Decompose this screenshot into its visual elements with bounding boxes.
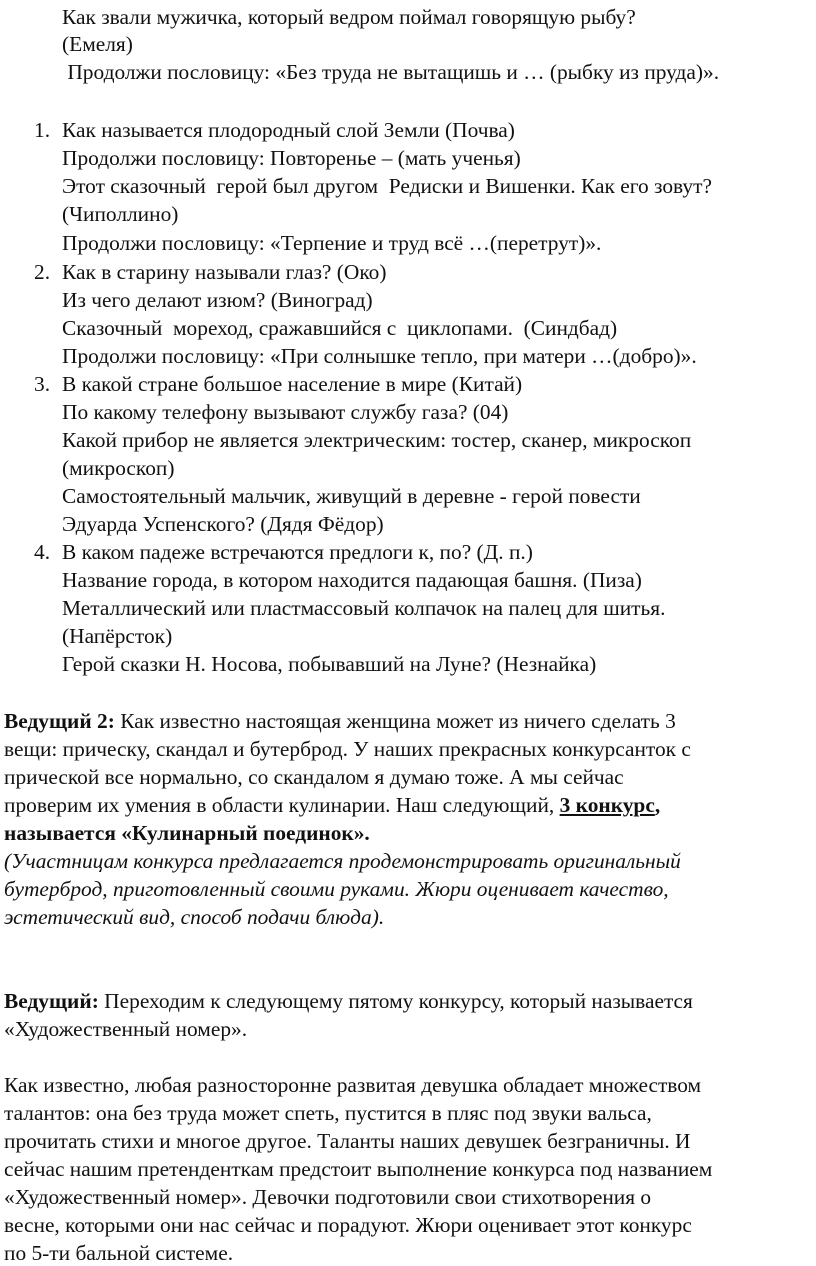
list-item-line: Эдуарда Успенского? (Дядя Фёдор): [62, 512, 384, 536]
contest-comma: ,: [654, 793, 661, 817]
contest-title: называется «Кулинарный поединок».: [4, 821, 370, 845]
host2-line: [4, 792, 660, 818]
paragraph-line: по 5-ти бальной системе.: [4, 1241, 234, 1265]
speaker-label: Ведущий:: [4, 989, 99, 1013]
list-number: 1.: [34, 118, 51, 142]
list-item-line: Из чего делают изюм? (Виноград): [62, 288, 373, 312]
paragraph-line: Как известно, любая разносторонне развитая девушка обладает множеством: [4, 1073, 702, 1097]
host-text: Переходим к следующему пятому конкурсу, который называется: [98, 989, 693, 1013]
list-item-line: Продолжи пословицу: Повторенье – (мать ученья): [62, 146, 521, 170]
paragraph-line: «Художественный номер». Девочки подготовили свои стихотворения о: [4, 1185, 652, 1209]
paragraph-line: талантов: она без труда может спеть, пустится в пляс под звуки вальса,: [4, 1101, 652, 1125]
host2-line: прической все нормально, со скандалом я думаю тоже. А мы сейчас: [4, 765, 624, 789]
host2-text: проверим их умения в области кулинарии. Наш следующий,: [4, 793, 560, 817]
answer-line: (Емеля): [62, 32, 133, 56]
host2-line: вещи: прическу, скандал и бутерброд. У наших прекрасных конкурсанток с: [4, 737, 691, 761]
proverb-line: Продолжи пословицу: «Без труда не вытащишь и … (рыбку из пруда)».: [62, 60, 720, 84]
list-item-line: Самостоятельный мальчик, живущий в деревне - герой повести: [62, 484, 641, 508]
host-line: «Художественный номер».: [4, 1017, 248, 1041]
list-item-line: Название города, в котором находится падающая башня. (Пиза): [62, 568, 642, 592]
list-number: 4.: [34, 540, 51, 564]
list-item-line: Продолжи пословицу: «При солнышке тепло, при матери …(добро)».: [62, 344, 697, 368]
host2-line: [4, 708, 676, 734]
list-item-line: (Напёрсток): [62, 624, 173, 648]
list-item-line: В какой стране большое население в мире (Китай): [62, 372, 523, 396]
list-item-line: Металлический или пластмассовый колпачок на палец для шитья.: [62, 596, 666, 620]
list-item-line: Как называется плодородный слой Земли (Почва): [62, 118, 515, 142]
list-item-line: (микроскоп): [62, 456, 175, 480]
contest-description: бутерброд, приготовленный своими руками. Жюри оценивает качество,: [4, 877, 669, 901]
list-item-line: В каком падеже встречаются предлоги к, по? (Д. п.): [62, 540, 533, 564]
contest-description: эстетический вид, способ подачи блюда).: [4, 905, 385, 929]
paragraph-line: весне, которыми они нас сейчас и порадуют. Жюри оценивает этот конкурс: [4, 1213, 692, 1237]
list-item-line: Герой сказки Н. Носова, побывавший на Луне? (Незнайка): [62, 652, 597, 676]
contest-description: (Участницам конкурса предлагается продемонстрировать оригинальный: [4, 849, 681, 873]
host2-text: Как известно настоящая женщина может из ничего сделать 3: [114, 709, 676, 733]
paragraph-line: сейчас нашим претенденткам предстоит выполнение конкурса под названием: [4, 1157, 713, 1181]
list-item-line: Продолжи пословицу: «Терпение и труд всё …(перетрут)».: [62, 231, 602, 255]
list-item-line: (Чиполлино): [62, 202, 179, 226]
host-line: [4, 988, 693, 1014]
paragraph-line: прочитать стихи и многое другое. Таланты наших девушек безграничны. И: [4, 1129, 691, 1153]
list-item-line: Какой прибор не является электрическим: тостер, сканер, микроскоп: [62, 428, 692, 452]
contest-number: 3 конкурс: [559, 793, 655, 817]
list-item-line: По какому телефону вызывают службу газа? (04): [62, 400, 509, 424]
list-number: 2.: [34, 260, 51, 284]
speaker-label: Ведущий 2:: [4, 709, 115, 733]
list-number: 3.: [34, 372, 51, 396]
question-line: Как звали мужичка, который ведром поймал говорящую рыбу?: [62, 5, 636, 29]
list-item-line: Как в старину называли глаз? (Око): [62, 260, 387, 284]
list-item-line: Этот сказочный герой был другом Редиски и Вишенки. Как его зовут?: [62, 174, 712, 198]
list-item-line: Сказочный мореход, сражавшийся с циклопами. (Синдбад): [62, 316, 618, 340]
